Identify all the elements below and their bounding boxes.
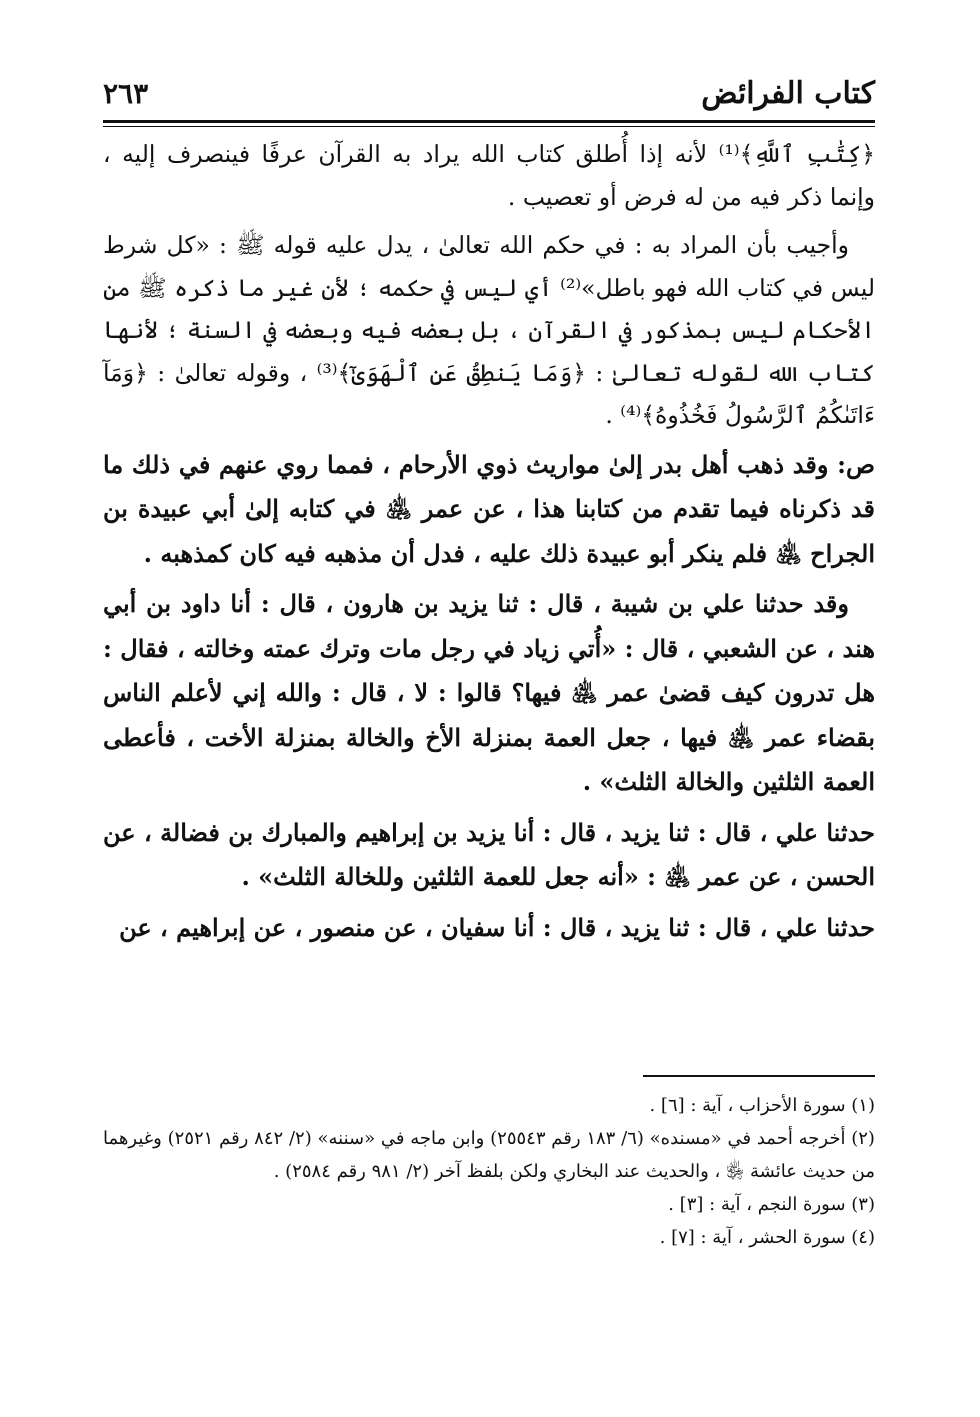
paragraph-3: ص: وقد ذهب أهل بدر إلىٰ مواريث ذوي الأرحام ، فمما روي عنهم في ذلك ما قد ذكرناه فيما تقدم من كتابنا هذا ، عن عمر ﵁ في كتابه إلىٰ أبي عبيدة بن الجراح ﵁ فلم ينكر أبو عبيدة ذلك عليه ، فدل أن مذهبه فيه كان كمذهبه . (103, 449, 875, 568)
footnote-4: (٤) سورة الحشر ، آية : [٧] . (659, 1227, 875, 1248)
paragraph-5: حدثنا علي ، قال : ثنا يزيد ، قال : أنا يزيد بن إبراهيم والمبارك بن فضالة ، عن الحسن ، عن عمر ﵁ : «أنه جعل للعمة الثلثين وللخالة الثلث» . (103, 817, 876, 891)
footnote-separator (643, 1075, 875, 1077)
header-rule-thick (103, 120, 875, 123)
footnotes (103, 1089, 875, 1254)
footnote-2: (٢) أخرجه أحمد في «مسنده» (٦/ ١٨٣ رقم ٢٥٥٤٣) وابن ماجه في «سننه» (٢/ ٨٤٢ رقم ٢٥٢١) وغيرهما من حديث عائشة ﵂ ، والحديث عند البخاري ولكن بلفظ آخر (٢/ ٩٨١ رقم ٢٥٨٤) . (103, 1128, 875, 1182)
running-title: كتاب الفرائض (701, 76, 875, 111)
paragraph-4: وقد حدثنا علي بن شيبة ، قال : ثنا يزيد بن هارون ، قال : أنا داود بن أبي هند ، عن الشعبي ، قال : «أُتي زياد في رجل مات وترك عمته وخالته ، فقال : هل تدرون كيف قضىٰ عمر ﵁ فيها؟ قالوا : لا ، قال : والله إني لأعلم الناس بقضاء عمر ﵁ فيها ، جعل العمة بمنزلة الأخ والخالة بمنزلة الأخت ، فأعطى العمة الثلثين والخالة الثلث» . (103, 589, 875, 796)
footnote-3: (٣) سورة النجم ، آية : [٣] . (668, 1194, 875, 1215)
paragraph-6: حدثنا علي ، قال : ثنا يزيد ، قال : أنا سفيان ، عن منصور ، عن إبراهيم ، عن (119, 912, 875, 942)
page-header (103, 70, 875, 118)
footnote-1: (١) سورة الأحزاب ، آية : [٦] . (649, 1095, 875, 1116)
header-rule-thin (103, 126, 875, 127)
page-number: ٢٦٣ (103, 77, 149, 110)
main-text (103, 133, 875, 956)
paragraph-1: ﴿كِتَٰبِ ٱللَّهِ﴾⁽¹⁾ لأنه إذا أُطلق كتاب الله يراد به القرآن عرفًا فينصرف إليه ، وإنما ذكر فيه من له فرض أو تعصيب . (103, 140, 875, 211)
paragraph-2: وأجيب بأن المراد به : في حكم الله تعالىٰ ، يدل عليه قوله ﷺ : «كل شرط ليس في كتاب الله فهو باطل»⁽²⁾ أي ليس في حكمه ؛ لأن غير ما ذكره ﷺ من الأحكام ليس بمذكور في القرآن ، بل بعضه فيه وبعضه في السنة ؛ لأنها كتاب الله لقوله تعالىٰ : ﴿وَمَا يَنطِقُ عَنِ ٱلْهَوَىٰٓ﴾⁽³⁾ ، وقوله تعالىٰ : ﴿وَمَآ ءَاتَىٰكُمُ ٱلرَّسُولُ فَخُذُوهُ﴾⁽⁴⁾ . (103, 231, 875, 429)
